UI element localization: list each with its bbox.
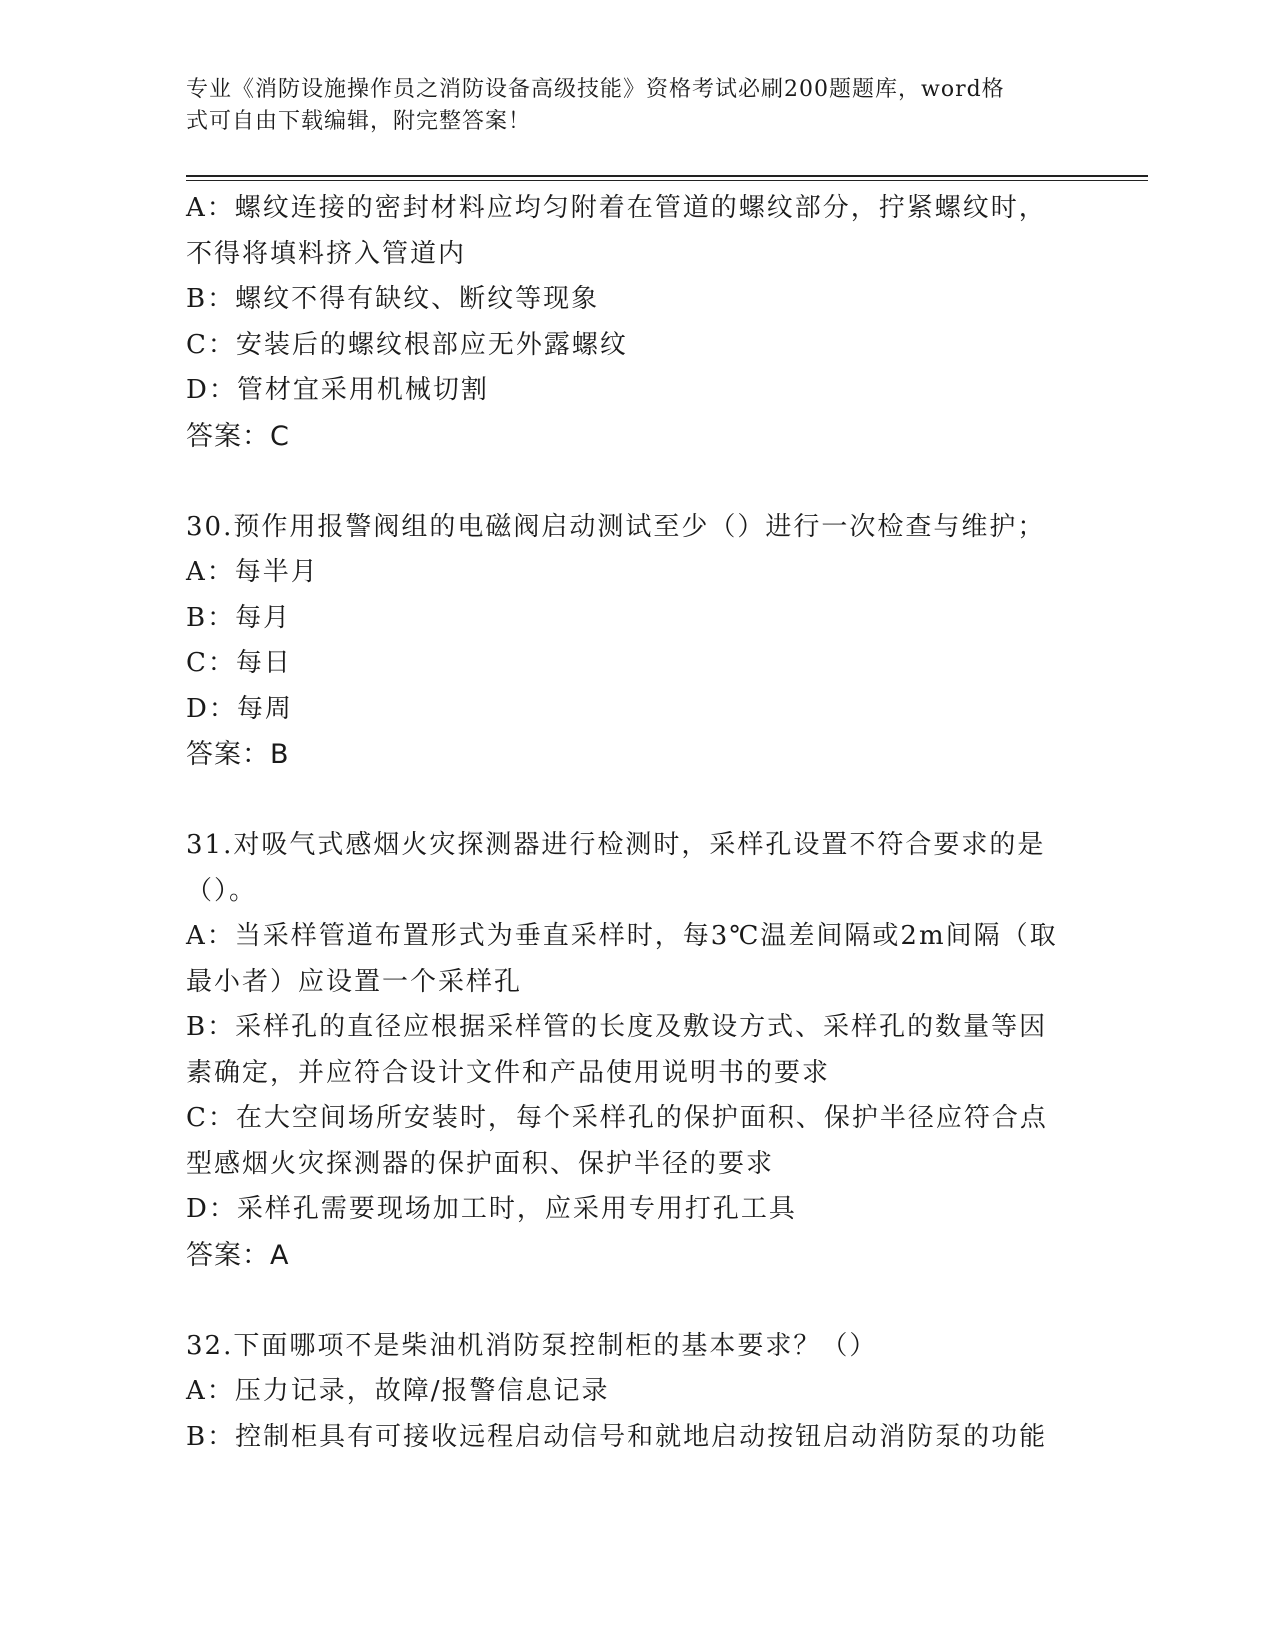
option-a-line-1: A：螺纹连接的密封材料应均匀附着在管道的螺纹部分，拧紧螺纹时， — [186, 193, 1047, 223]
question-block-29 — [186, 186, 1086, 459]
answer-line: 答案：B — [186, 739, 290, 770]
header-divider-thick — [186, 175, 1148, 177]
answer-line: 答案：A — [186, 1239, 290, 1271]
question-block-32 — [186, 1324, 1086, 1461]
option-d: D：采样孔需要现场加工时，应采用专用打孔工具 — [186, 1194, 797, 1224]
question-block-31 — [186, 823, 1086, 1278]
header-divider-thin — [186, 180, 1148, 181]
document-header — [186, 74, 1066, 138]
option-a: A：压力记录，故障/报警信息记录 — [186, 1376, 610, 1406]
question-block-30 — [186, 505, 1086, 778]
question-text-line-2: （）。 — [186, 875, 258, 906]
question-text: 32.下面哪项不是柴油机消防泵控制柜的基本要求？（） — [186, 1330, 878, 1361]
option-a-line-1: A：当采样管道布置形式为垂直采样时，每3℃温差间隔或2m间隔（取 — [186, 921, 1058, 951]
answer-line: 答案：C — [186, 420, 290, 452]
option-b: B：每月 — [186, 602, 292, 633]
option-b-line-2: 素确定，并应符合设计文件和产品使用说明书的要求 — [186, 1057, 831, 1088]
option-a-line-2: 不得将填料挤入管道内 — [186, 238, 467, 269]
option-b: B：螺纹不得有缺纹、断纹等现象 — [186, 284, 600, 314]
header-line-2: 式可自由下载编辑，附完整答案！ — [186, 109, 532, 134]
option-d: D：管材宜采用机械切割 — [186, 375, 489, 405]
spacer — [186, 1278, 1086, 1324]
spacer — [186, 778, 1086, 824]
option-c-line-2: 型感烟火灾探测器的保护面积、保护半径的要求 — [186, 1148, 775, 1179]
option-b-line-1: B：采样孔的直径应根据采样管的长度及敷设方式、采样孔的数量等因 — [186, 1012, 1048, 1042]
question-text-line-1: 31.对吸气式感烟火灾探测器进行检测时，采样孔设置不符合要求的是 — [186, 830, 1046, 860]
option-a-line-2: 最小者）应设置一个采样孔 — [186, 966, 523, 997]
option-c: C：安装后的螺纹根部应无外露螺纹 — [186, 329, 628, 360]
option-c: C：每日 — [186, 648, 292, 678]
spacer — [186, 459, 1086, 505]
option-b: B：控制柜具有可接收远程启动信号和就地启动按钮启动消防泵的功能 — [186, 1421, 1048, 1452]
question-text: 30.预作用报警阀组的电磁阀启动测试至少（）进行一次检查与维护； — [186, 511, 1046, 542]
option-d: D：每周 — [186, 693, 293, 724]
option-a: A：每半月 — [186, 557, 319, 587]
question-content — [186, 186, 1086, 1460]
option-c-line-1: C：在大空间场所安装时，每个采样孔的保护面积、保护半径应符合点 — [186, 1103, 1048, 1133]
header-line-1: 专业《消防设施操作员之消防设备高级技能》资格考试必刷200题题库，word格 — [186, 77, 1005, 102]
